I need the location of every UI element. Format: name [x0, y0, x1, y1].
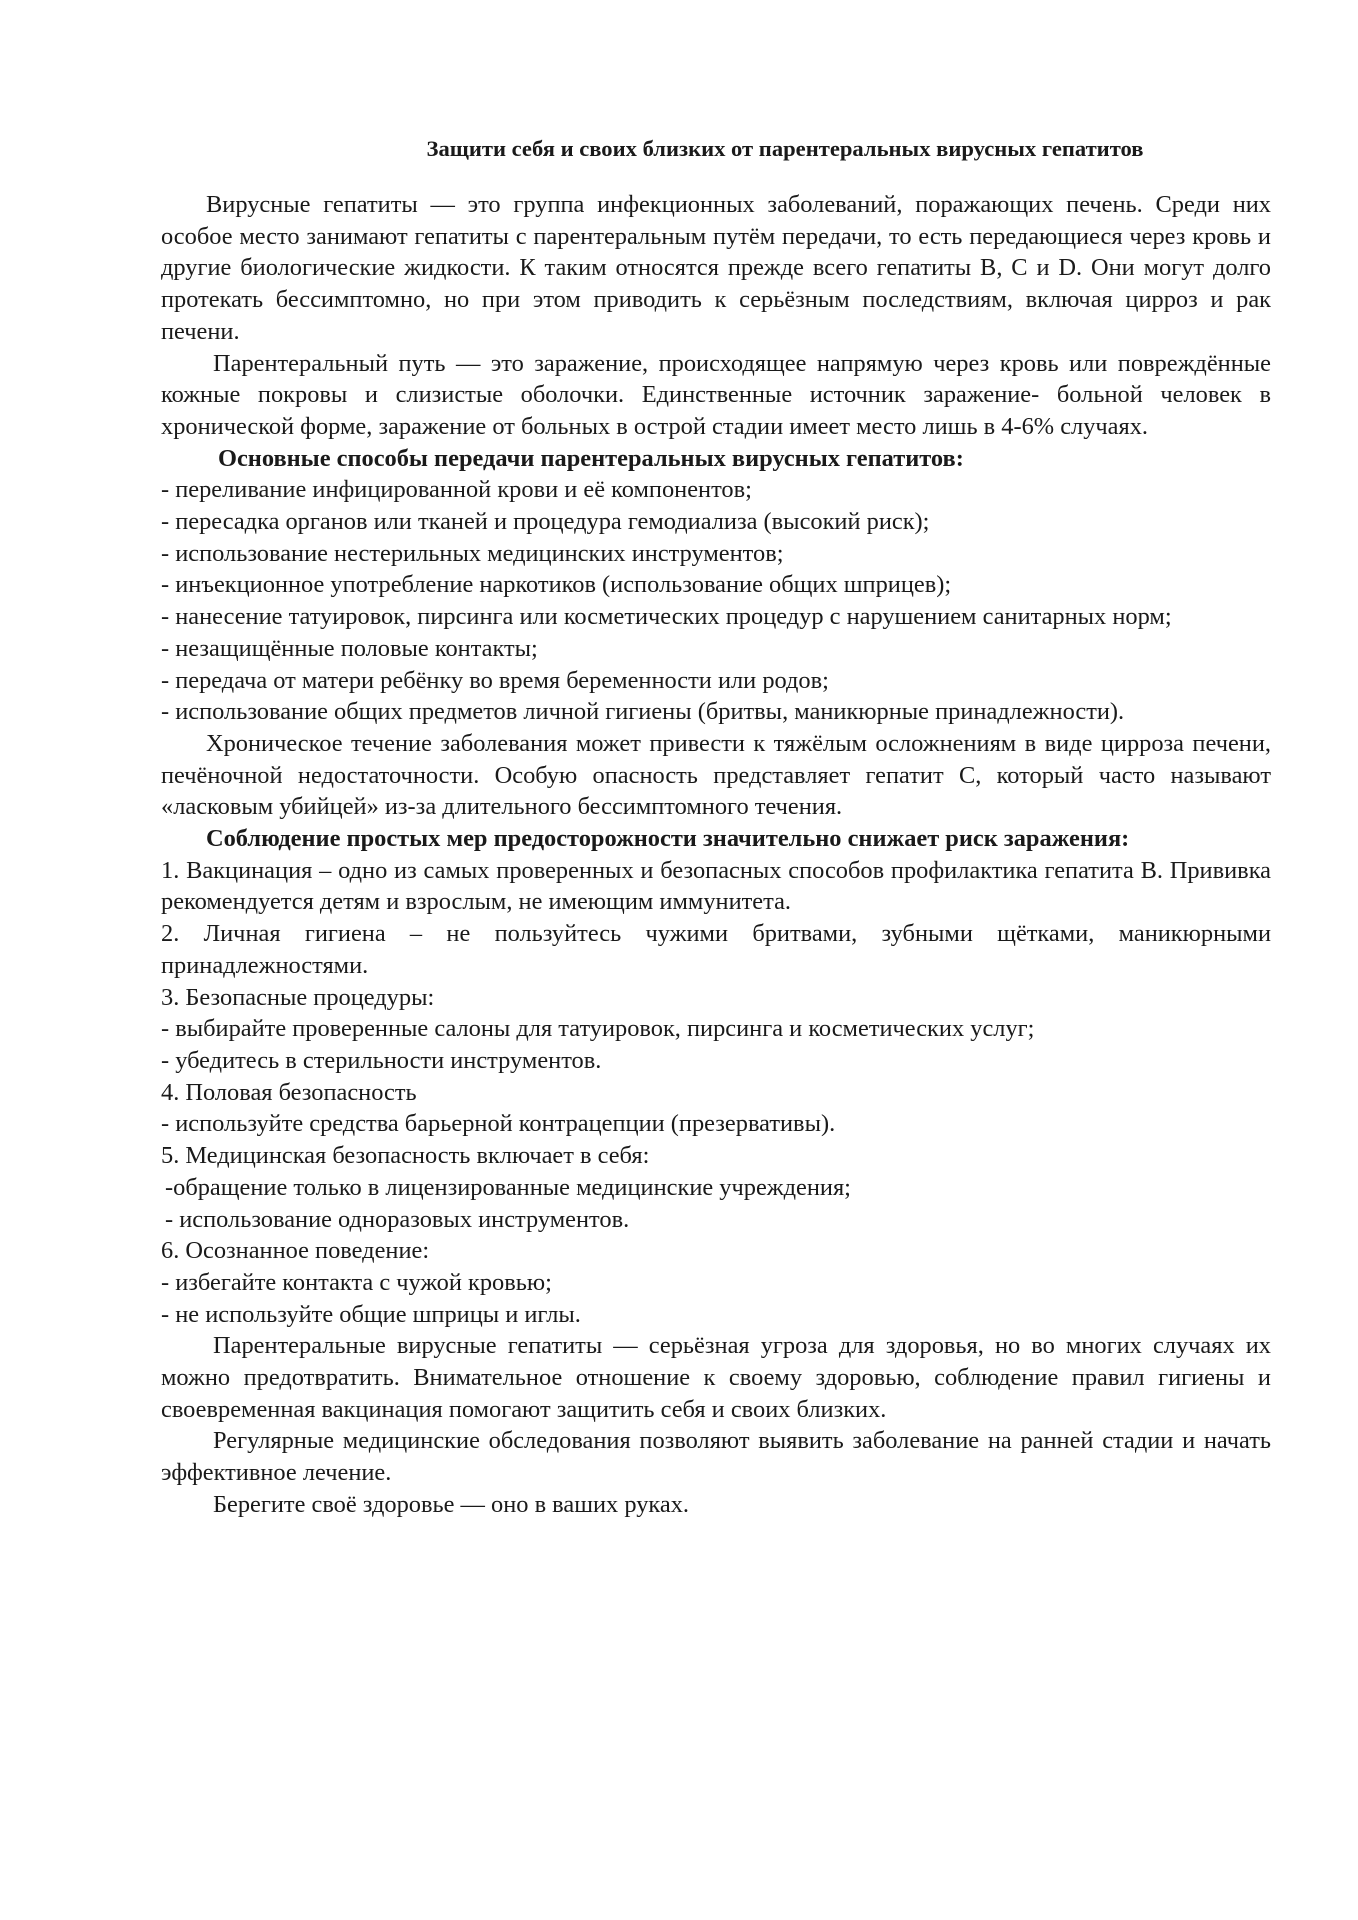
list-item: - избегайте контакта с чужой кровью; [161, 1268, 552, 1296]
list-item: 4. Половая безопасность [161, 1078, 417, 1106]
list-item: - используйте средства барьерной контрацепции (презервативы). [161, 1110, 836, 1138]
intro-paragraph-1: Вирусные гепатиты — это группа инфекционных заболеваний, поражающих печень. Среди них особое место занимают гепатиты с парентеральным путём передачи, то есть передающиеся через кровь и другие биологические жидкости. К таким относятся прежде всего гепатиты В, С и D. Они могут долго протекать бессимптомно, но при этом приводить к серьёзным последствиям, включая цирроз и рак печени. [161, 191, 1271, 345]
list-item: 5. Медицинская безопасность включает в себя: [161, 1142, 650, 1170]
list-item: - передача от матери ребёнку во время беременности или родов; [161, 666, 829, 694]
list-item: - нанесение татуировок, пирсинга или косметических процедур с нарушением санитарных норм; [161, 603, 1172, 631]
list-item: - переливание инфицированной крови и её компонентов; [161, 476, 752, 504]
list-item: 1. Вакцинация – одно из самых проверенных и безопасных способов профилактика гепатита В. Прививка рекомендуется детям и взрослым, не имеющим иммунитета. [161, 856, 1271, 916]
intro-paragraph-2: Парентеральный путь — это заражение, происходящее напрямую через кровь или повреждённые кожные покровы и слизистые оболочки. Единственные источник заражение- больной человек в хронической форме, заражение от больных в острой стадии имеет место лишь в 4-6% случаях. [161, 349, 1271, 440]
list-item: - убедитесь в стерильности инструментов. [161, 1046, 602, 1074]
list-item: - использование нестерильных медицинских инструментов; [161, 539, 784, 567]
list-item: - использование общих предметов личной гигиены (бритвы, маникюрные принадлежности). [161, 698, 1125, 726]
list-item: - выбирайте проверенные салоны для татуировок, пирсинга и косметических услуг; [161, 1015, 1035, 1043]
list-item: - использование одноразовых инструментов. [165, 1205, 630, 1233]
list-item: 2. Личная гигиена – не пользуйтесь чужими бритвами, зубными щётками, маникюрными принадлежностями. [161, 920, 1271, 979]
prevention-list [161, 855, 1271, 1331]
chronic-paragraph: Хроническое течение заболевания может привести к тяжёлым осложнениям в виде цирроза печени, печёночной недостаточности. Особую опасность представляет гепатит С, который часто называют «ласковым убийцей» из-за длительного бессимптомного течения. [161, 729, 1271, 821]
transmission-list [161, 474, 1271, 728]
document-page [161, 133, 1271, 1521]
list-item: - не используйте общие шприцы и иглы. [161, 1300, 581, 1328]
prevention-heading: Соблюдение простых мер предосторожности значительно снижает риск заражения: [206, 825, 1130, 853]
list-item: 6. Осознанное поведение: [161, 1237, 430, 1265]
closing-paragraph-1: Парентеральные вирусные гепатиты — серьёзная угроза для здоровья, но во многих случаях их можно предотвратить. Внимательное отношение к своему здоровью, соблюдение правил гигиены и своевременная вакцинация помогают защитить себя и своих близких. [161, 1332, 1271, 1423]
document-title: Защити себя и своих близких от парентеральных вирусных гепатитов [426, 136, 1144, 161]
list-item: 3. Безопасные процедуры: [161, 983, 435, 1011]
closing-paragraph-3: Берегите своё здоровье — оно в ваших руках. [213, 1490, 689, 1518]
list-item: - незащищённые половые контакты; [161, 634, 538, 662]
closing-paragraph-2: Регулярные медицинские обследования позволяют выявить заболевание на ранней стадии и начать эффективное лечение. [161, 1427, 1271, 1487]
list-item: - пересадка органов или тканей и процедура гемодиализа (высокий риск); [161, 508, 930, 536]
list-item: - инъекционное употребление наркотиков (использование общих шприцев); [161, 571, 952, 599]
transmission-heading: Основные способы передачи парентеральных вирусных гепатитов: [218, 444, 964, 472]
list-item: -обращение только в лицензированные медицинские учреждения; [165, 1173, 851, 1201]
